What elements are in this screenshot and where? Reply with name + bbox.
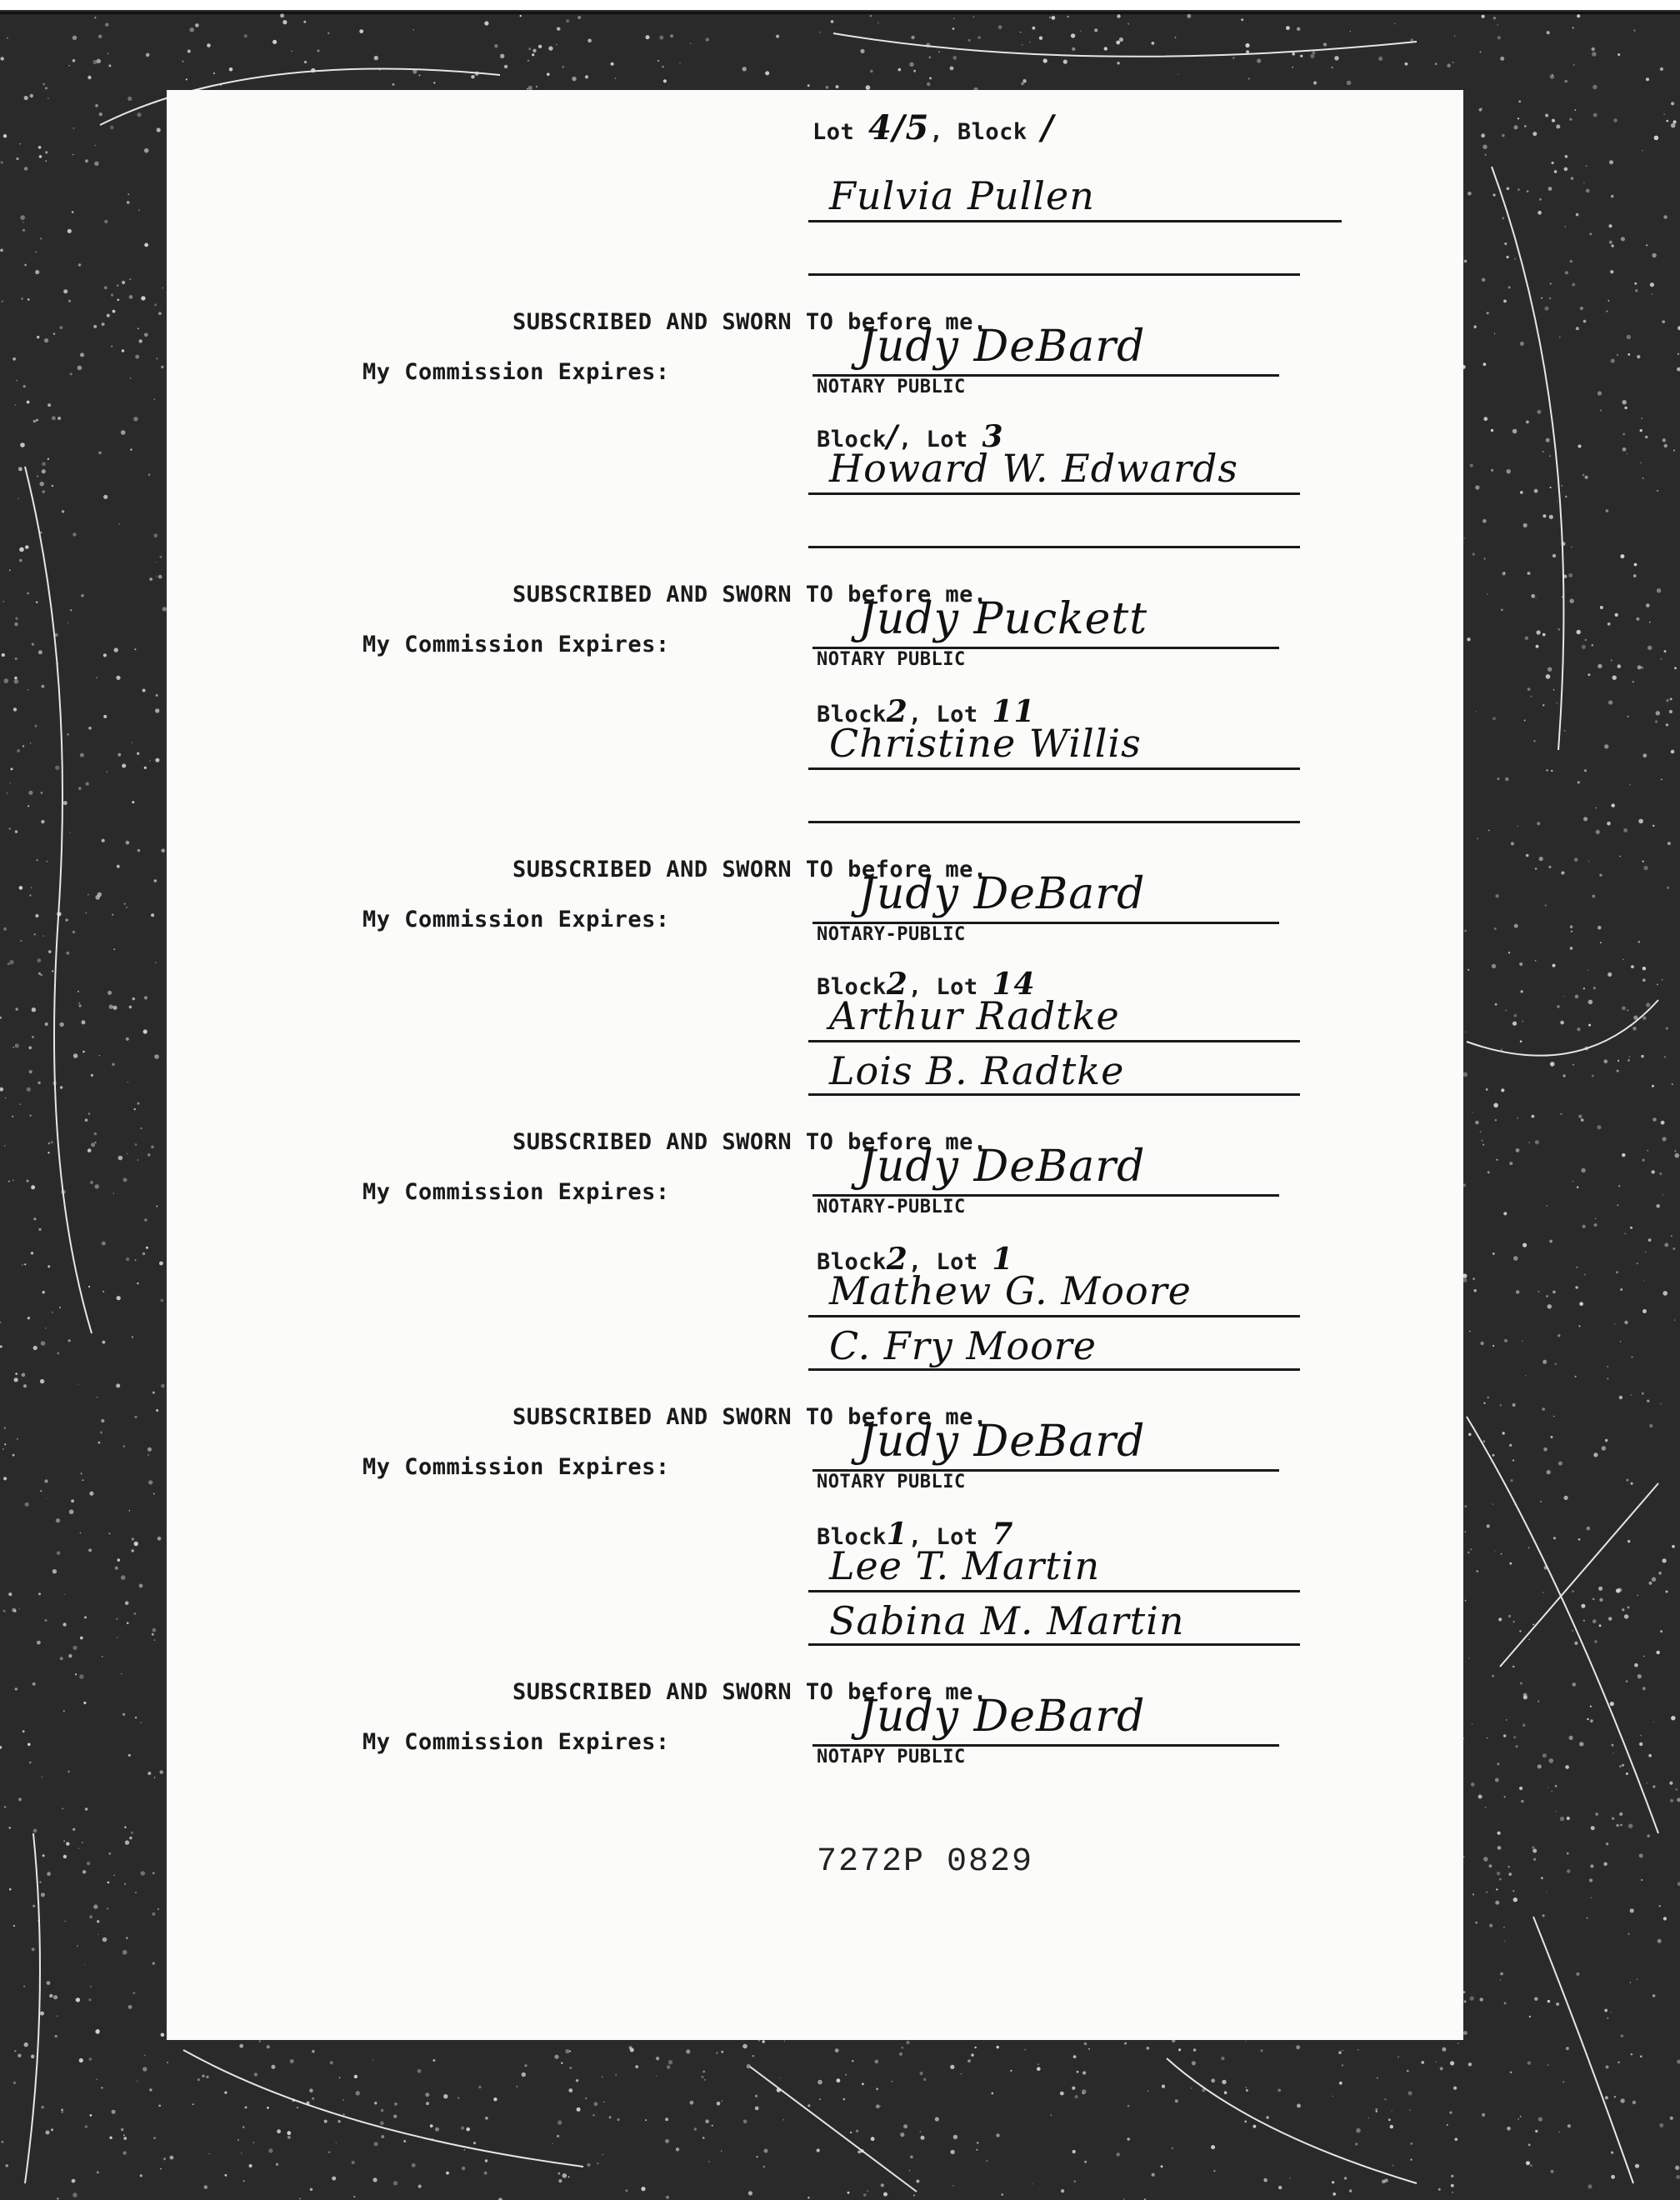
lot-number: 11	[992, 694, 1036, 729]
owner-signature: Arthur Radtke	[829, 993, 1120, 1038]
oath-text: SUBSCRIBED AND SWORN TO before me.	[512, 1679, 988, 1705]
owner-signature: Christine Willis	[829, 721, 1142, 766]
notary-public-label: NOTARY-PUBLIC	[817, 1197, 966, 1218]
signature-line	[808, 1093, 1300, 1096]
signature-line	[808, 1315, 1300, 1318]
notary-signature: Judy DeBard	[858, 322, 1146, 372]
signature-line	[808, 1040, 1300, 1042]
notary-public-label: NOTAPY PUBLIC	[817, 1747, 966, 1768]
lot-number: 3	[982, 419, 1004, 454]
block-number: 2	[886, 694, 908, 729]
lot-block-label: Block2, Lot 14	[817, 967, 1036, 1002]
owner-signature-2: C. Fry Moore	[829, 1323, 1098, 1368]
oath-text: SUBSCRIBED AND SWORN TO before me.	[512, 1404, 988, 1430]
block-number: /	[886, 419, 898, 454]
document-number: 7272P 0829	[817, 1843, 1034, 1881]
oath-text: SUBSCRIBED AND SWORN TO before me.	[512, 582, 988, 608]
signature-line	[808, 768, 1300, 770]
notary-signature: Judy DeBard	[858, 1692, 1146, 1742]
signature-line	[808, 273, 1300, 276]
lot-block-label: Block2, Lot 1	[817, 1242, 1014, 1277]
signature-line	[808, 1590, 1300, 1592]
lot-block-label: Block1, Lot 7	[817, 1517, 1014, 1552]
notary-signature: Judy DeBard	[858, 1417, 1146, 1467]
owner-signature: Lee T. Martin	[829, 1543, 1101, 1588]
notary-signature: Judy Puckett	[858, 594, 1148, 644]
signature-line	[808, 1643, 1300, 1646]
signature-line	[808, 1368, 1300, 1371]
block-number: 2	[886, 967, 908, 1002]
notary-signature: Judy DeBard	[858, 1142, 1146, 1192]
oath-text: SUBSCRIBED AND SWORN TO before me.	[512, 309, 988, 335]
oath-text: SUBSCRIBED AND SWORN TO before me.	[512, 1129, 988, 1155]
signature-line	[808, 220, 1342, 222]
owner-signature-2: Sabina M. Martin	[829, 1598, 1185, 1643]
block-number: 2	[886, 1242, 908, 1277]
owner-signature: Fulvia Pullen	[829, 173, 1095, 218]
oath-text: SUBSCRIBED AND SWORN TO before me.	[512, 857, 988, 882]
lot-number: 7	[992, 1517, 1014, 1552]
signature-line	[808, 546, 1300, 548]
top-lot-number: 4/5	[868, 108, 930, 148]
lot-number: 14	[992, 967, 1036, 1002]
lot-block-label: Block/, Lot 3	[817, 419, 1004, 454]
notary-public-label: NOTARY-PUBLIC	[817, 924, 966, 945]
signature-line	[808, 821, 1300, 823]
notary-signature: Judy DeBard	[858, 869, 1146, 919]
owner-signature-2: Lois B. Radtke	[829, 1048, 1125, 1093]
signature-line	[808, 492, 1300, 495]
notary-public-label: NOTARY PUBLIC	[817, 377, 966, 398]
top-lot-label: Lot 4/5, Block /	[812, 108, 1054, 148]
notary-public-label: NOTARY PUBLIC	[817, 649, 966, 670]
block-number: 1	[886, 1517, 908, 1552]
commission-expires-label: My Commission Expires:	[362, 632, 670, 658]
lot-number: 1	[992, 1242, 1014, 1277]
commission-expires-label: My Commission Expires:	[362, 1454, 670, 1480]
notary-public-label: NOTARY PUBLIC	[817, 1472, 966, 1492]
commission-expires-label: My Commission Expires:	[362, 359, 670, 385]
commission-expires-label: My Commission Expires:	[362, 1729, 670, 1755]
document-sheet	[167, 90, 1463, 2040]
commission-expires-label: My Commission Expires:	[362, 907, 670, 932]
top-block-number: /	[1041, 108, 1054, 148]
owner-signature: Mathew G. Moore	[829, 1268, 1192, 1313]
commission-expires-label: My Commission Expires:	[362, 1179, 670, 1205]
owner-signature: Howard W. Edwards	[829, 446, 1239, 491]
lot-block-label: Block2, Lot 11	[817, 694, 1036, 729]
